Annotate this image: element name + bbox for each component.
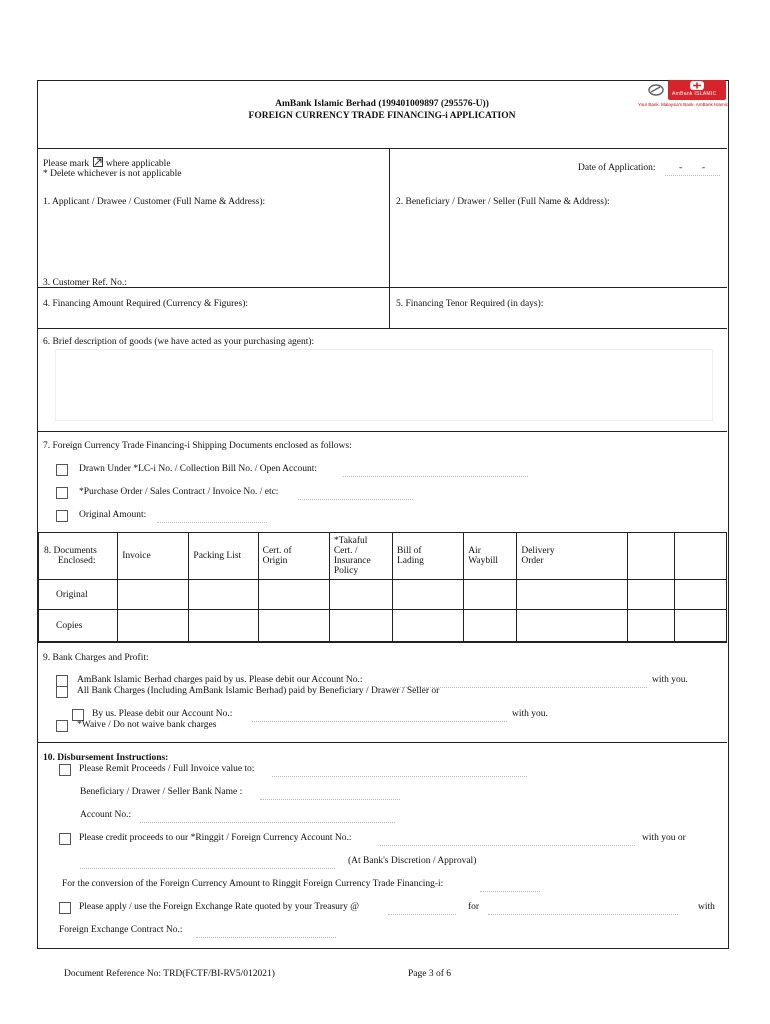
column-takaful [329,533,392,580]
date-separator: - [702,163,706,173]
table-cell-input[interactable] [189,580,258,610]
goods-description-label: 6. Brief description of goods (we have acted as your purchasing agent): [43,337,315,347]
table-cell-input[interactable] [674,610,726,642]
charges-by-us-label: AmBank Islamic Berhad charges paid by us. Please debit our Account No.: [77,675,363,685]
remit-proceeds-checkbox[interactable] [59,764,71,776]
charges-by-beneficiary-label: All Bank Charges (Including AmBank Islamic Berhad) paid by Beneficiary / Drawer / Seller or [77,686,440,696]
applicant-label: 1. Applicant / Drawee / Customer (Full Name & Address): [43,197,266,207]
heading-line: 8. Documents [44,546,97,556]
column-label: Origin [262,556,288,566]
waive-charges-label: *Waive / Do not waive bank charges [77,720,217,730]
column-packing-list [189,533,258,580]
conversion-input[interactable] [480,891,540,892]
column-label: *Takaful [333,536,368,546]
applicant-input[interactable] [42,210,384,270]
column-cert-of-origin [258,533,329,580]
table-row [39,580,727,610]
table-cell-input[interactable] [464,580,517,610]
discretion-note: (At Bank's Discretion / Approval) [348,856,477,866]
lc-collection-input[interactable] [343,476,528,477]
column-air-waybill [464,533,517,580]
divider [37,742,727,743]
divider [37,287,727,288]
table-cell-input[interactable] [627,580,674,610]
table-cell-input[interactable] [258,580,329,610]
financing-amount-label: 4. Financing Amount Required (Currency & Figures): [43,299,249,309]
original-amount-checkbox[interactable] [56,510,68,522]
table-cell-input[interactable] [189,610,258,642]
column-label: Cert. of [262,546,292,556]
document-reference: Document Reference No: TRD(FCTF/BI-RV5/012021) [64,969,275,979]
divider [37,328,727,329]
purchase-order-checkbox[interactable] [56,487,68,499]
discretion-input[interactable] [80,868,335,869]
bank-charges-heading: 9. Bank Charges and Profit: [43,653,149,663]
conversion-label: For the conversion of the Foreign Currency Amount to Ringgit Foreign Currency Trade Financing-i: [62,879,444,889]
logo-tagline: Your Bank. Malaysia's Bank. AmBank Islamic [638,102,728,107]
fx-contract-input[interactable] [196,937,336,938]
column-label: Delivery [521,546,555,556]
table-cell-input[interactable] [329,580,392,610]
date-of-application-input[interactable] [665,175,720,176]
ambank-swoosh-icon [648,84,664,96]
remit-proceeds-label: Please Remit Proceeds / Full Invoice value to: [79,764,255,774]
column-invoice [118,533,189,580]
charges-by-beneficiary-checkbox[interactable] [56,686,68,698]
account-no-label: Account No.: [80,810,132,820]
column-bill-of-lading [392,533,463,580]
table-cell-input[interactable] [392,580,463,610]
column-blank [674,533,726,580]
tiger-stripes-icon [690,81,704,90]
divider [389,148,390,328]
credit-account-input[interactable] [380,845,635,846]
customer-ref-label: 3. Customer Ref. No.: [43,278,127,288]
disbursement-heading: 10. Disbursement Instructions: [43,753,169,763]
remit-proceeds-input[interactable] [272,776,527,777]
purchase-order-label: *Purchase Order / Sales Contract / Invoice No. / etc: [79,487,279,497]
column-label: Waybill [468,556,499,566]
date-separator: - [679,163,683,173]
table-row [39,610,727,642]
column-label: Lading [396,556,424,566]
mark-instruction [43,157,171,169]
beneficiary-label: 2. Beneficiary / Drawer / Seller (Full Name & Address): [396,197,610,207]
table-cell-input[interactable] [464,610,517,642]
row-label-original: Original [39,580,118,610]
shipping-documents-heading: 7. Foreign Currency Trade Financing-i Shipping Documents enclosed as follows: [43,441,352,451]
financing-tenor-label: 5. Financing Tenor Required (in days): [396,299,544,309]
sub-account-input[interactable] [252,721,507,722]
tick-box-icon [93,157,103,167]
column-blank [627,533,674,580]
table-cell-input[interactable] [329,610,392,642]
lc-collection-label: Drawn Under *LC-i No. / Collection Bill No. / Open Account: [79,464,317,474]
fx-amount-input[interactable] [488,914,678,915]
fx-rate-input[interactable] [388,914,456,915]
purchase-order-input[interactable] [298,499,413,500]
date-of-application-label: Date of Application: [578,163,656,173]
page-number: Page 3 of 6 [408,969,452,979]
form-title: FOREIGN CURRENCY TRADE FINANCING-i APPLICATION [248,111,516,121]
divider [37,148,727,149]
mark-instruction-after: where applicable [105,159,171,169]
table-cell-input[interactable] [517,580,627,610]
lc-collection-checkbox[interactable] [56,464,68,476]
credit-proceeds-checkbox[interactable] [59,833,71,845]
divider [37,642,727,643]
bank-name-input[interactable] [260,799,400,800]
documents-enclosed-table [38,532,727,642]
credit-proceeds-tail: with you or [642,833,686,843]
sub-by-us-label: By us. Please debit our Account No.: [92,709,233,719]
credit-proceeds-label: Please credit proceeds to our *Ringgit / Foreign Currency Account No.: [79,833,352,843]
column-label: Air [468,546,481,556]
sub-by-us-tail: with you. [512,709,548,719]
table-cell-input[interactable] [674,580,726,610]
column-label: Policy [333,566,359,576]
account-no-input[interactable] [140,822,395,823]
fx-rate-checkbox[interactable] [59,902,71,914]
divider [37,431,727,432]
column-label: Insurance [333,556,371,566]
fx-rate-with: with [698,902,715,912]
company-name: AmBank Islamic Berhad (199401009897 (295576-U)) [275,99,489,109]
column-label: Invoice [122,551,151,561]
row-label-copies: Copies [39,610,118,642]
mark-instruction-before: Please mark [43,159,90,169]
heading-line: Enclosed: [58,556,96,566]
table-cell-input[interactable] [258,610,329,642]
column-label: Packing List [193,551,242,561]
table-cell-input[interactable] [118,580,189,610]
fx-rate-for: for [468,902,480,912]
goods-description-input[interactable] [55,349,713,421]
table-cell-input[interactable] [392,610,463,642]
table-cell-input[interactable] [118,610,189,642]
documents-enclosed-heading [39,533,118,580]
column-label: Bill of [396,546,422,556]
delete-note: * Delete whichever is not applicable [43,169,182,179]
fx-contract-label: Foreign Exchange Contract No.: [59,925,183,935]
beneficiary-input[interactable] [394,210,722,282]
column-label: Order [521,556,544,566]
table-cell-input[interactable] [627,610,674,642]
table-cell-input[interactable] [517,610,627,642]
column-label: Cert. / [333,546,358,556]
charges-by-us-tail: with you. [652,675,688,685]
original-amount-input[interactable] [157,522,267,523]
table-header-row [39,533,727,580]
ambank-logo [668,80,726,100]
column-delivery-order [517,533,627,580]
fx-rate-label: Please apply / use the Foreign Exchange Rate quoted by your Treasury @ [79,902,359,912]
bank-name-label: Beneficiary / Drawer / Seller Bank Name : [80,787,243,797]
ambank-logo-text: AmBank ISLAMIC [672,91,717,97]
original-amount-label: Original Amount: [79,510,147,520]
waive-charges-checkbox[interactable] [56,720,68,732]
